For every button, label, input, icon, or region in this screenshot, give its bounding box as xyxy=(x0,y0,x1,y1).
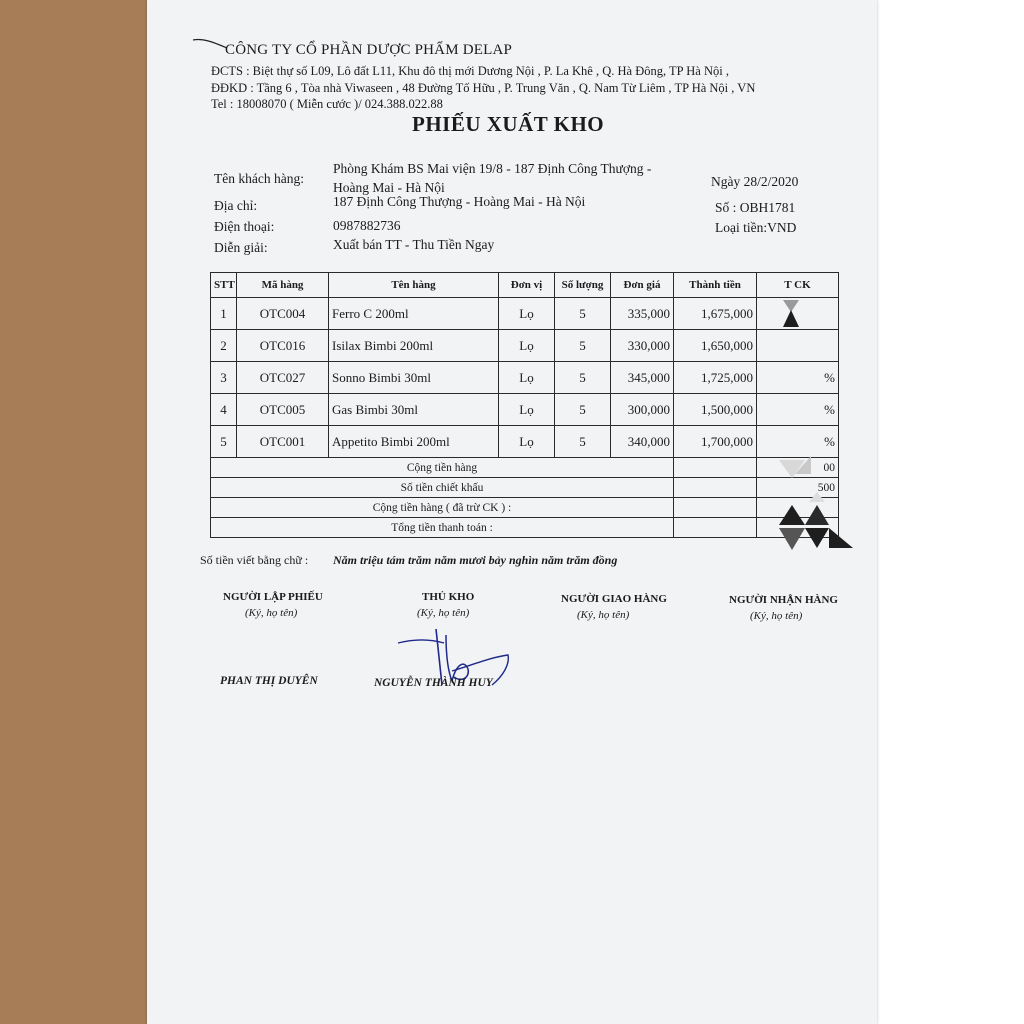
cell-total: 1,700,000 xyxy=(674,426,757,458)
table-row xyxy=(211,330,839,362)
cell-name: Appetito Bimbi 200ml xyxy=(329,426,499,458)
after-discount-label: Cộng tiền hàng ( đã trừ CK ) : xyxy=(211,498,674,518)
signature-sub: (Ký, họ tên) xyxy=(750,610,803,622)
cell-price: 300,000 xyxy=(611,394,674,426)
discount-value: 500 xyxy=(757,478,839,498)
col-price: Đơn giá xyxy=(611,273,674,298)
signature-sub: (Ký, họ tên) xyxy=(577,609,630,621)
cell-total: 1,650,000 xyxy=(674,330,757,362)
cell-ck: % xyxy=(757,426,839,458)
address-value: 187 Định Công Thượng - Hoàng Mai - Hà Nội xyxy=(333,194,586,209)
cell-stt: 5 xyxy=(211,426,237,458)
customer-label: Tên khách hàng: xyxy=(214,171,304,186)
cell-code: OTC005 xyxy=(237,394,329,426)
customer-line2: Hoàng Mai - Hà Nội xyxy=(333,180,445,195)
summary-row-grand-total xyxy=(211,518,839,538)
grand-total-label: Tổng tiền thanh toán : xyxy=(211,518,674,538)
amount-words-value: Năm triệu tám trăm năm mươi bảy nghìn năm trăm đồng xyxy=(333,553,618,567)
cell-unit: Lọ xyxy=(499,362,555,394)
cell-qty: 5 xyxy=(555,330,611,362)
doc-number: Số : OBH1781 xyxy=(715,200,796,215)
background-right xyxy=(877,0,1024,1024)
background-left xyxy=(0,0,147,1024)
company-name: CÔNG TY CỔ PHẦN DƯỢC PHẨM DELAP xyxy=(225,42,513,58)
invoice-paper xyxy=(147,0,877,1024)
cell-name: Gas Bimbi 30ml xyxy=(329,394,499,426)
subtotal-value: 00 xyxy=(757,458,839,478)
summary-row-discount xyxy=(211,478,839,498)
col-stt: STT xyxy=(211,273,237,298)
signature-sub: (Ký, họ tên) xyxy=(245,607,298,619)
cell-stt: 3 xyxy=(211,362,237,394)
currency-value: Loại tiền:VND xyxy=(715,220,797,235)
table-row xyxy=(211,362,839,394)
cell-qty: 5 xyxy=(555,394,611,426)
desc-value: Xuất bán TT - Thu Tiền Ngay xyxy=(333,237,495,252)
table-row xyxy=(211,426,839,458)
cell-unit: Lọ xyxy=(499,298,555,330)
customer-line1: Phòng Khám BS Mai viện 19/8 - 187 Định Công Thượng - xyxy=(333,161,652,176)
grand-total-blank xyxy=(674,518,757,538)
signature-title: NGƯỜI GIAO HÀNG xyxy=(561,593,667,605)
discount-label: Số tiền chiết khấu xyxy=(211,478,674,498)
cell-code: OTC001 xyxy=(237,426,329,458)
cell-total: 1,500,000 xyxy=(674,394,757,426)
signature-title: NGƯỜI LẬP PHIẾU xyxy=(223,591,323,603)
company-dcts: ĐCTS : Biệt thự số L09, Lô đất L11, Khu đô thị mới Dương Nội , P. La Khê , Q. Hà Đông, TP Hà Nội , xyxy=(211,64,729,78)
amount-words-label: Số tiền viết bằng chữ : xyxy=(200,553,309,567)
phone-label: Điện thoại: xyxy=(214,219,275,234)
col-code: Mã hàng xyxy=(237,273,329,298)
cell-price: 340,000 xyxy=(611,426,674,458)
after-discount-blank xyxy=(674,498,757,518)
cell-ck: % xyxy=(757,362,839,394)
items-table xyxy=(210,272,839,538)
cell-total: 1,725,000 xyxy=(674,362,757,394)
cell-price: 335,000 xyxy=(611,298,674,330)
col-qty: Số lượng xyxy=(555,273,611,298)
cell-name: Isilax Bimbi 200ml xyxy=(329,330,499,362)
col-total: Thành tiền xyxy=(674,273,757,298)
cell-unit: Lọ xyxy=(499,426,555,458)
subtotal-label: Cộng tiền hàng xyxy=(211,458,674,478)
cell-total: 1,675,000 xyxy=(674,298,757,330)
document-title: PHIẾU XUẤT KHO xyxy=(412,112,605,136)
address-label: Địa chỉ: xyxy=(214,198,258,213)
cell-stt: 1 xyxy=(211,298,237,330)
cell-code: OTC016 xyxy=(237,330,329,362)
company-tel: Tel : 18008070 ( Miễn cước )/ 024.388.022.88 xyxy=(211,97,443,111)
col-ck: T CK xyxy=(757,273,839,298)
cell-unit: Lọ xyxy=(499,394,555,426)
company-ddkd: ĐĐKD : Tầng 6 , Tòa nhà Viwaseen , 48 Đường Tố Hữu , P. Trung Văn , Q. Nam Từ Liêm , TP Hà Nội , VN xyxy=(211,81,756,95)
table-header-row xyxy=(211,273,839,298)
col-unit: Đơn vị xyxy=(499,273,555,298)
cell-code: OTC027 xyxy=(237,362,329,394)
cell-qty: 5 xyxy=(555,362,611,394)
cell-name: Ferro C 200ml xyxy=(329,298,499,330)
signature-name: PHAN THỊ DUYÊN xyxy=(220,675,318,687)
cell-price: 330,000 xyxy=(611,330,674,362)
redaction-mosaic xyxy=(765,290,855,560)
signature-title: NGƯỜI NHẬN HÀNG xyxy=(729,594,838,606)
cell-stt: 4 xyxy=(211,394,237,426)
table-row xyxy=(211,394,839,426)
cell-stt: 2 xyxy=(211,330,237,362)
signature-sub: (Ký, họ tên) xyxy=(417,607,470,619)
cell-price: 345,000 xyxy=(611,362,674,394)
cell-code: OTC004 xyxy=(237,298,329,330)
signature-title: THỦ KHO xyxy=(422,591,475,603)
cell-qty: 5 xyxy=(555,426,611,458)
summary-row-subtotal xyxy=(211,458,839,478)
subtotal-blank xyxy=(674,458,757,478)
discount-blank xyxy=(674,478,757,498)
cell-qty: 5 xyxy=(555,298,611,330)
phone-value: 0987882736 xyxy=(333,218,401,233)
cell-unit: Lọ xyxy=(499,330,555,362)
summary-row-after-discount xyxy=(211,498,839,518)
cell-name: Sonno Bimbi 30ml xyxy=(329,362,499,394)
desc-label: Diễn giải: xyxy=(214,240,268,255)
signature-name: NGUYỄN THÀNH HUY xyxy=(374,677,493,689)
cell-ck: % xyxy=(757,394,839,426)
date-value: Ngày 28/2/2020 xyxy=(711,174,799,189)
table-row xyxy=(211,298,839,330)
col-name: Tên hàng xyxy=(329,273,499,298)
